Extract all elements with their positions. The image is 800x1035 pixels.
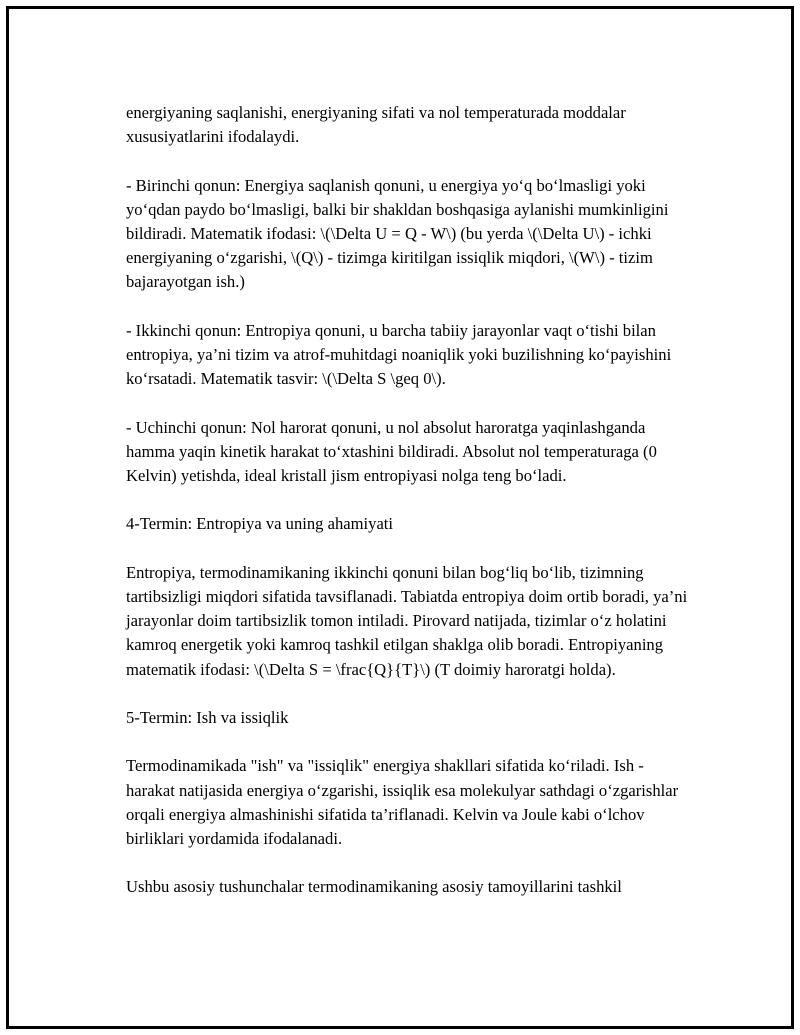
paragraph-second-law: - Ikkinchi qonun: Entropiya qonuni, u barcha tabiiy jarayonlar vaqt o‘tishi bilan entropiya, ya’ni tizim va atrof-muhitdagi noaniqlik yoki buzilishning ko‘payishini ko‘rsatadi. Matematik tasvir: \(\Delta S \geq 0\). — [126, 320, 672, 389]
paragraph-first-law: - Birinchi qonun: Energiya saqlanish qonuni, u energiya yo‘q bo‘lmasligi yoki yo‘qdan paydo bo‘lmasligi, balki bir shakldan boshqasiga aylanishi mumkinligini bildiradi. Matematik ifodasi: \(\Delta U = Q - W\) (bu yerda \(\Delta U\) - ichki energiyaning o‘zgarishi, \(Q\) - tizimga kiritilgan issiqlik miqdori, \(W\) - tizim bajarayotgan ish.) — [126, 175, 669, 292]
paragraph-entropy: Entropiya, termodinamikaning ikkinchi qonuni bilan bog‘liq bo‘lib, tizimning tartibsizligi miqdori sifatida tavsiflanadi. Tabiatda entropiya doim ortib boradi, ya’ni jarayonlar doim tartibsizlik tomon intiladi. Pirovard natijada, tizimlar o‘z holatini kamroq energetik yoki kamroq tashkil etilgan shaklga olib boradi. Entropiyaning matematik ifodasi: \(\Delta S = \frac{Q}{T}\) (T doimiy haroratgi holda). — [126, 562, 688, 679]
paragraph-conclusion-start: Ushbu asosiy tushunchalar termodinamikaning asosiy tamoyillarini tashkil — [126, 877, 622, 897]
paragraph-third-law: - Uchinchi qonun: Nol harorat qonuni, u nol absolut haroratga yaqinlashganda hamma yaqin kinetik harakat to‘xtashini bildiradi. Absolut nol temperaturaga (0 Kelvin) yetishda, ideal kristall jism entropiyasi nolga teng bo‘ladi. — [126, 417, 657, 485]
paragraph-intro-continuation: energiyaning saqlanishi, energiyaning sifati va nol temperaturada moddalar xususiyatlarini ifodalaydi. — [126, 103, 626, 147]
section-heading-work-heat: 5-Termin: Ish va issiqlik — [126, 707, 289, 727]
document-body — [126, 101, 696, 900]
paragraph-work-heat: Termodinamikada "ish" va "issiqlik" energiya shakllari sifatida ko‘riladi. Ish - harakat natijasida energiya o‘zgarishi, issiqlik esa molekulyar sathdagi o‘zgarishlar orqali energiya almashinishi sifatida ta’riflanadi. Kelvin va Joule kabi o‘lchov birliklari yordamida ifodalanadi. — [126, 756, 679, 848]
page-frame — [6, 6, 794, 1029]
section-heading-entropy: 4-Termin: Entropiya va uning ahamiyati — [126, 514, 394, 534]
